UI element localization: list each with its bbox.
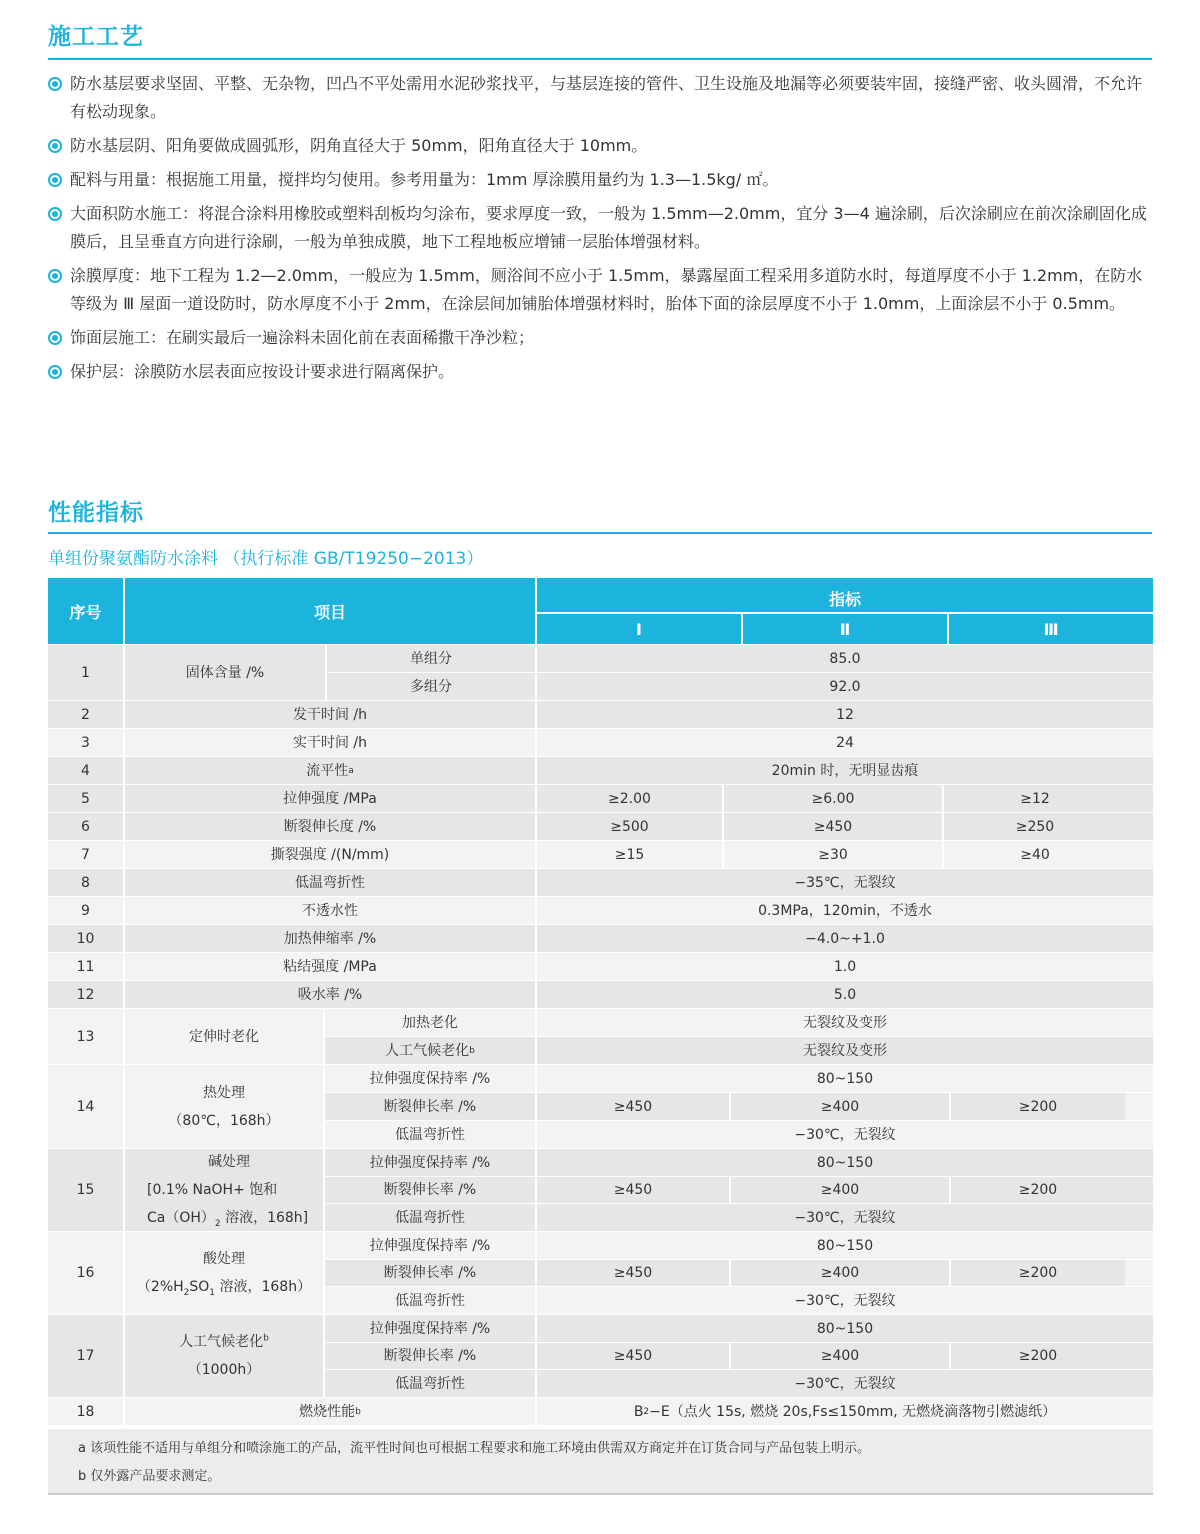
- footnote-b: b 仅外露产品要求测定。: [78, 1469, 221, 1484]
- row-value-2: ≥400: [731, 1260, 949, 1286]
- row-value-2: ≥450: [813, 818, 853, 835]
- table-row: [48, 952, 1153, 980]
- table-header: [48, 578, 1153, 644]
- row-item: 流平性 a: [306, 762, 354, 779]
- table-row: [48, 728, 1153, 756]
- row-item: 不透水性: [302, 902, 358, 919]
- row-value: 20min 时，无明显齿痕: [771, 762, 919, 779]
- row-item: 断裂伸长度 /%: [283, 818, 377, 835]
- table-row: [48, 812, 1153, 840]
- row-value-2: ≥30: [818, 846, 848, 863]
- row-no: 16: [76, 1265, 95, 1281]
- row-subitem: 加热老化: [402, 1014, 458, 1031]
- row-no: 7: [81, 846, 90, 863]
- process-title-rule: [48, 58, 1152, 60]
- row-value-1: ≥450: [537, 1093, 729, 1120]
- table-row: [48, 896, 1153, 924]
- row-value: −30℃，无裂纹: [794, 1375, 896, 1392]
- row-value: 80~150: [816, 1070, 874, 1087]
- process-item: 保护层：涂膜防水层表面应按设计要求进行隔离保护。: [48, 358, 1156, 386]
- row-value: 92.0: [829, 678, 861, 695]
- process-item: 大面积防水施工：将混合涂料用橡胶或塑料刮板均匀涂布，要求厚度一致，一般为 1.5mm—2.0mm，宜分 3—4 遍涂刷，后次涂刷应在前次涂刷固化成膜后，且呈垂直方向进行涂刷，一般为单独成膜，地下工程地板应增铺一层胎体增强材料。: [48, 200, 1156, 256]
- row-value: 1.0: [833, 958, 857, 975]
- table-row: [48, 784, 1153, 812]
- table-row: [48, 644, 1153, 700]
- row-value: 0.3MPa，120min，不透水: [758, 902, 932, 919]
- row-value-2: ≥400: [820, 1348, 860, 1364]
- table-row: [48, 868, 1153, 896]
- row-no: 6: [81, 818, 90, 835]
- row-value: 80~150: [816, 1320, 874, 1337]
- header-item: 项目: [313, 602, 346, 622]
- row-value-3: ≥40: [1020, 846, 1050, 863]
- row-subitem: 断裂伸长率 /%: [383, 1182, 477, 1198]
- row-value: 无裂纹及变形: [803, 1014, 887, 1031]
- row-value: −35℃，无裂纹: [794, 874, 896, 891]
- circle-bullet-icon: [48, 77, 62, 91]
- row-value-1: ≥2.00: [608, 790, 651, 807]
- header-grade-1: Ⅰ: [636, 619, 642, 639]
- row-value-3: ≥200: [1018, 1348, 1058, 1364]
- table-subtitle: 单组份聚氨酯防水涂料 （执行标准 GB/T19250−2013）: [48, 549, 484, 569]
- row-subitem: 多组分: [410, 678, 452, 695]
- process-list: [48, 70, 1156, 392]
- row-item: 发干时间 /h: [292, 706, 368, 723]
- circle-bullet-icon: [48, 365, 62, 379]
- spec-table: [48, 578, 1153, 1425]
- row-item: 拉伸强度 /MPa: [283, 790, 377, 807]
- row-value: 80~150: [816, 1154, 874, 1171]
- row-value: B 2 −E（点火 15s, 燃烧 20s,Fs≤150mm, 无燃烧滴落物引燃滤纸）: [633, 1403, 1057, 1420]
- row-value-3: ≥12: [1020, 790, 1050, 807]
- row-subitem: 断裂伸长率 /%: [325, 1093, 535, 1120]
- row-value-2: ≥6.00: [811, 790, 855, 807]
- row-value-3: ≥200: [951, 1260, 1125, 1286]
- table-row: [48, 840, 1153, 868]
- row-subitem: 人工气候老化 b: [325, 1037, 535, 1064]
- row-item: 吸水率 /%: [297, 986, 363, 1003]
- table-row: [48, 756, 1153, 784]
- row-value-2: ≥400: [731, 1093, 949, 1120]
- row-no: 9: [81, 902, 90, 919]
- row-item: 撕裂强度 /(N/mm): [270, 846, 390, 863]
- row-no: 10: [76, 930, 95, 947]
- process-item: 饰面层施工：在刷实最后一遍涂料未固化前在表面稀撒干净沙粒；: [48, 324, 1156, 352]
- row-subitem: 低温弯折性: [395, 1375, 465, 1392]
- circle-bullet-icon: [48, 139, 62, 153]
- row-value: 80~150: [816, 1237, 874, 1254]
- row-value-3: ≥200: [951, 1093, 1125, 1120]
- process-item: 涂膜厚度：地下工程为 1.2—2.0mm，一般应为 1.5mm，厕浴间不应小于 1.5mm，暴露屋面工程采用多道防水时，每道厚度不小于 1.2mm，在防水等级为 Ⅲ 屋面一道设防时，防水厚度不小于 2mm，在涂层间加铺胎体增强材料时，胎体下面的涂层厚度不小于 1.0mm，上面涂层不小于 0.5mm。: [48, 262, 1156, 318]
- row-item: 人工气候老化$^b$ （1000h）: [179, 1333, 269, 1378]
- row-item: 粘结强度 /MPa: [283, 958, 377, 975]
- table-row: [48, 1148, 1153, 1231]
- footnote-a: a 该项性能不适用与单组分和喷涂施工的产品，流平性时间也可根据工程要求和施工环境由供需双方商定并在订货合同与产品包装上明示。: [78, 1441, 871, 1456]
- row-subitem: 拉伸强度保持率 /%: [369, 1320, 491, 1337]
- row-value: 无裂纹及变形: [537, 1037, 1153, 1064]
- row-value: 24: [836, 734, 854, 751]
- process-item: 配料与用量：根据施工用量，搅拌均匀使用。参考用量为：1mm 厚涂膜用量约为 1.3—1.5kg/ ㎡。: [48, 166, 1156, 194]
- row-no: 13: [76, 1028, 95, 1045]
- row-subitem: 断裂伸长率 /%: [383, 1348, 477, 1364]
- row-value: −30℃，无裂纹: [794, 1292, 896, 1309]
- row-item: 实干时间 /h: [292, 734, 368, 751]
- performance-title-rule: [48, 532, 1152, 534]
- row-item: 加热伸缩率 /%: [283, 930, 377, 947]
- table-notes: [48, 1429, 1153, 1495]
- row-no: 15: [76, 1182, 95, 1198]
- row-no: 1: [81, 664, 90, 681]
- table-row: [48, 924, 1153, 952]
- row-subitem: 拉伸强度保持率 /%: [369, 1154, 491, 1171]
- row-subitem: 断裂伸长率 /%: [325, 1260, 535, 1286]
- row-no: 18: [76, 1403, 95, 1420]
- row-value: −30℃，无裂纹: [794, 1126, 896, 1143]
- row-item: 热处理 （80℃，168h）: [168, 1084, 280, 1129]
- row-value-1: ≥450: [537, 1260, 729, 1286]
- row-value-1: ≥450: [613, 1348, 653, 1364]
- row-item: 碱处理 [0.1% NaOH+ 饱和 $Ca(OH)_2$ 溶液，168h]: [147, 1154, 309, 1229]
- table-row: [48, 1064, 1153, 1148]
- row-item: 低温弯折性: [295, 874, 365, 891]
- row-value: −30℃，无裂纹: [794, 1209, 896, 1226]
- header-index: 指标: [828, 589, 861, 609]
- row-no: 2: [81, 706, 90, 723]
- row-no: 17: [76, 1348, 95, 1364]
- process-title: 施工工艺: [48, 24, 144, 50]
- row-no: 11: [76, 958, 95, 975]
- row-item: 定伸时老化: [189, 1028, 259, 1045]
- performance-title: 性能指标: [48, 500, 144, 526]
- row-no: 8: [81, 874, 90, 891]
- row-subitem: 拉伸强度保持率 /%: [369, 1070, 491, 1087]
- row-no: 12: [76, 986, 95, 1003]
- row-subitem: 单组分: [410, 650, 452, 667]
- row-item: 固体含量 /%: [185, 664, 265, 681]
- table-row: [48, 1231, 1153, 1314]
- row-value-2: ≥400: [820, 1182, 860, 1198]
- circle-bullet-icon: [48, 269, 62, 283]
- table-row: [48, 980, 1153, 1008]
- table-row: [48, 700, 1153, 728]
- row-subitem: 低温弯折性: [395, 1209, 465, 1226]
- circle-bullet-icon: [48, 173, 62, 187]
- row-value-3: ≥250: [1015, 818, 1055, 835]
- row-no: 3: [81, 734, 90, 751]
- row-subitem: 拉伸强度保持率 /%: [369, 1237, 491, 1254]
- row-value: 12: [836, 706, 854, 723]
- row-no: 5: [81, 790, 90, 807]
- process-item: 防水基层阴、阳角要做成圆弧形，阴角直径大于 50mm，阳角直径大于 10mm。: [48, 132, 1156, 160]
- table-row: [48, 1397, 1153, 1425]
- row-no: 14: [76, 1098, 95, 1115]
- row-value: −4.0~+1.0: [805, 930, 885, 947]
- row-value-3: ≥200: [1018, 1182, 1058, 1198]
- row-item: 酸处理 （$2\%H_2SO_1$ 溶液，168h）: [136, 1251, 312, 1298]
- table-row: [48, 1314, 1153, 1397]
- row-value: 85.0: [829, 650, 861, 667]
- row-value: 5.0: [833, 986, 857, 1003]
- row-value-1: ≥15: [614, 846, 645, 863]
- row-subitem: 低温弯折性: [395, 1292, 465, 1309]
- header-no: 序号: [69, 602, 102, 622]
- circle-bullet-icon: [48, 207, 62, 221]
- header-grade-3: Ⅲ: [1043, 619, 1059, 639]
- row-subitem: 低温弯折性: [395, 1126, 465, 1143]
- circle-bullet-icon: [48, 331, 62, 345]
- table-row: [48, 1008, 1153, 1064]
- row-value-1: ≥500: [610, 818, 649, 835]
- row-value-1: ≥450: [613, 1182, 653, 1198]
- row-no: 4: [81, 762, 90, 779]
- process-item: 防水基层要求坚固、平整、无杂物，凹凸不平处需用水泥砂浆找平，与基层连接的管件、卫生设施及地漏等必须要装牢固，接缝严密、收头圆滑，不允许有松动现象。: [48, 70, 1156, 126]
- row-item: 燃烧性能 b: [299, 1403, 361, 1420]
- header-grade-2: Ⅱ: [839, 619, 851, 639]
